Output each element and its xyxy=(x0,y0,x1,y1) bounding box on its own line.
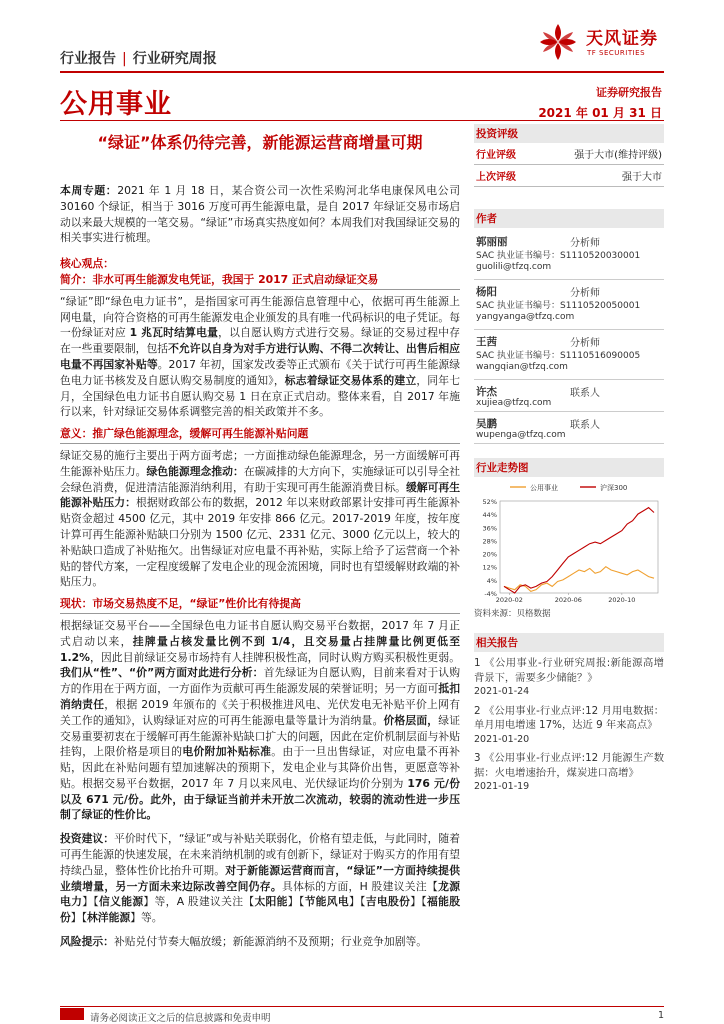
header-separator: | xyxy=(122,51,127,67)
page-number: 1 xyxy=(657,1010,664,1021)
author-name: 王茜 xyxy=(476,336,497,348)
core-title: 核心观点： xyxy=(60,257,114,271)
risk-paragraph xyxy=(60,934,460,950)
s2-text-b: 绿色能源理念推动： xyxy=(146,464,244,478)
related-header: 相关报告 xyxy=(474,633,664,652)
x-tick-label: 2020-02 xyxy=(495,596,523,604)
report-headline: “绿证”体系仍待完善，新能源运营商增量可期 xyxy=(97,133,423,152)
section2-title: 意义：推广绿色能源理念，缓解可再生能源补贴问题 xyxy=(60,426,460,444)
s1-text-g: ，同年七月，全国绿色电力证书自愿认购交易 1 日在京正式启动。整体来看，自 2017 年施行以来，针对绿证交易体系调整完善的相关政策并不多。 xyxy=(60,373,460,419)
trend-header: 行业走势图 xyxy=(474,458,664,477)
invest-text-m: 】【 xyxy=(410,895,428,909)
intro-paragraph xyxy=(60,183,460,246)
contact-email[interactable]: xujiea@tfzq.com xyxy=(476,398,552,408)
intro-text: 2021 年 1 月 18 日，某合资公司一次性采购河北华电康保风电公司 30160 个绿证，相当于 3016 万度可再生能源电量，是自 2017 年绿证交易市场启动以来最大规模的一笔交易。“绿证”市场真实热度如何？本周我们对我国绿证交易的相关事实进行梳理。 xyxy=(60,184,460,245)
y-tick-label: -4% xyxy=(484,590,497,598)
related-report-title[interactable]: 1 《公用事业-行业研究周报:新能源高增背景下，需要多少储能？》 xyxy=(474,657,664,684)
s3-text-g: ，根据 2019 年颁布的《关于积极推进风电、光伏发电无补贴平价上网有关工作的通知》，认购绿证对应的可再生能源电量等量计为消纳量。 xyxy=(60,697,461,727)
s2-text-d: 缓解可再生能源补贴压力： xyxy=(60,480,461,510)
invest-text-e: 】【 xyxy=(82,895,100,909)
rating-key: 行业评级 xyxy=(476,150,516,161)
s3-text-k: 。由于一旦出售绿证，对应电量不再补贴，因此在补贴问题有望加速解决的预期下，发电企业与其降价出售，更愿意等补贴。根据交易平台数据，2017 年 7 月以来风电、光伏绿证均价分别为 xyxy=(60,745,461,790)
s1-text-d: 不允许以自身为对手方进行认购、不得二次转让、出售后相应电量不再国家补贴等 xyxy=(60,342,461,371)
intro-label: 本周专题： xyxy=(60,184,118,197)
trend-chart-svg xyxy=(474,477,664,605)
s1-text-b: 1 兆瓦时结算电量 xyxy=(129,326,219,340)
footer-rule xyxy=(60,1006,664,1007)
y-tick-label: 20% xyxy=(482,550,497,559)
s3-text-f: 抵扣消纳责任 xyxy=(60,682,460,711)
s1-text-c: ，以自愿认购方式进行交易。绿证的交易过程中存在一些重要限制，包括 xyxy=(60,326,460,356)
stock-longyuan: 龙源电力 xyxy=(60,879,461,909)
stock-funeng: 福能股份 xyxy=(60,895,461,925)
section2-paragraph xyxy=(60,448,460,590)
author-email[interactable]: yangyanga@tfzq.com xyxy=(476,312,575,322)
related-report-title[interactable]: 3 《公用事业-行业点评:12 月能源生产数据：火电增速抬升，煤炭进口高增》 xyxy=(474,752,664,779)
author-list xyxy=(474,230,664,444)
logo-cn-text: 天风证券 xyxy=(586,29,658,49)
author-sac: SAC 执业证书编号：S1110520030001 xyxy=(476,251,641,261)
invest-text-i: 】【 xyxy=(287,895,305,909)
rating-value: 强于大市(维持评级) xyxy=(574,150,662,161)
invest-text-c: 具体标的方面，H 股建议关注【 xyxy=(281,879,439,893)
s2-text-a: 绿证交易的施行主要出于两方面考虑；一方面推动绿色能源理念，另一方面缓解可再生能源补贴压力。 xyxy=(60,448,460,478)
y-tick-label: 4% xyxy=(486,576,497,585)
header-rule xyxy=(60,71,664,73)
legend-label: 沪深300 xyxy=(600,484,628,492)
s2-text-c: 在碳减排的大方向下，实施绿证可以引导全社会绿色消费，促进清洁能源消纳利用，有助于实现可再生能源消费目标。 xyxy=(60,464,461,494)
section1-title: 简介：非水可再生能源发电凭证，我国于 2017 正式启动绿证交易 xyxy=(60,272,460,290)
header-rule-2 xyxy=(60,120,664,121)
author-email[interactable]: guolili@tfzq.com xyxy=(476,262,552,272)
author-sac: SAC 执业证书编号：S1110516090005 xyxy=(476,351,641,361)
author-role: 分析师 xyxy=(570,338,600,349)
invest-paragraph xyxy=(60,831,460,926)
s3-text-a: 根据绿证交易平台——全国绿色电力证书自愿认购交易平台数据，2017 年 7 月正式启动以来， xyxy=(60,618,460,648)
s2-text-e: 根据财政部公布的数据，2012 年以来财政部累计安排可再生能源补贴资金超过 4500 亿元，其中 2019 年安排 866 亿元。2017-2019 年度，按年度计算可再生能源补贴缺口分别为 1500 亿元、2331 亿元、3000 亿元以上，较大的补贴缺口造成了补贴拖欠。出售绿证对应电量不再补贴，实际上给予了运营商一个补贴的替代方案，一定程度缓解了发电企业的现金流困境，同时也有望缓解财政端的补贴压力。 xyxy=(60,496,460,589)
author-item xyxy=(474,330,664,380)
author-header: 作者 xyxy=(474,209,664,228)
section3-title: 现状：市场交易热度不足，“绿证”性价比有待提高 xyxy=(60,596,460,614)
related-report-title[interactable]: 2 《公用事业-行业点评:12 月用电数据：单月用电增速 17%，达近 9 年来高点》 xyxy=(474,704,664,731)
contact-role: 联系人 xyxy=(570,420,600,431)
contact-name: 吴鹏 xyxy=(476,418,497,430)
s1-text-a: “绿证”即“绿色电力证书”，是指国家可再生能源信息管理中心，依据可再生能源上网电量，向符合资格的可再生能源发电企业颁发的具有唯一代码标识的电子凭证。每一份绿证对应 xyxy=(60,294,460,340)
stock-taiyangneng: 太阳能 xyxy=(254,895,288,909)
s3-text-i: 绿证交易重要初衷在于缓解可再生能源补贴缺口扩大的问题，因此在定价机制层面与补贴挂钩，上限价格是项目的 xyxy=(60,713,461,759)
prev-rating-key: 上次评级 xyxy=(476,172,516,183)
author-item xyxy=(474,280,664,330)
risk-label: 风险提示： xyxy=(60,935,114,949)
tf-logo-icon xyxy=(536,20,580,64)
contact-role: 联系人 xyxy=(570,388,600,399)
author-email[interactable]: wangqian@tfzq.com xyxy=(476,362,568,372)
author-role: 分析师 xyxy=(570,288,600,299)
y-tick-label: 36% xyxy=(482,524,497,533)
invest-text-o: 】【 xyxy=(70,911,87,925)
legend-label: 公用事业 xyxy=(530,484,558,492)
stock-jidian: 吉电股份 xyxy=(365,895,411,909)
invest-label: 投资建议： xyxy=(60,832,115,846)
y-tick-label: 12% xyxy=(482,563,497,572)
industry-title: 公用事业 xyxy=(60,89,172,120)
main-column xyxy=(60,183,460,950)
s1-text-e: 。2017 年初，国家发改委等正式颁布《关于试行可再生能源绿色电力证书核发及自愿认购交易制度的通知》， xyxy=(60,357,460,387)
invest-text-k: 】【 xyxy=(348,895,366,909)
company-logo xyxy=(536,20,666,70)
s3-text-b: 挂牌量占核发量比例不到 1/4，且交易量占挂牌量比例更低至 1.2% xyxy=(60,634,460,664)
related-report[interactable] xyxy=(474,751,664,795)
series-line xyxy=(504,508,654,593)
s3-text-h: 价格层面， xyxy=(383,713,439,727)
author-name: 杨阳 xyxy=(476,286,497,298)
chart-frame xyxy=(500,501,658,593)
trend-chart xyxy=(474,477,664,605)
s3-text-j: 电价附加补贴标准 xyxy=(182,745,272,759)
related-report-date: 2021-01-19 xyxy=(474,781,530,792)
contact-item xyxy=(474,380,664,412)
s1-text-f: 标志着绿证交易体系的建立 xyxy=(284,373,417,387)
footer-accent xyxy=(60,1008,84,1020)
author-role: 分析师 xyxy=(570,238,600,249)
related-report[interactable] xyxy=(474,656,664,700)
rating-header: 投资评级 xyxy=(474,124,664,143)
contact-email[interactable]: wupenga@tfzq.com xyxy=(476,430,566,440)
s3-text-d: 我们从“性”、“价”两方面对此进行分析： xyxy=(60,666,264,680)
author-name: 郭丽丽 xyxy=(476,236,508,248)
y-tick-label: 28% xyxy=(482,537,497,546)
invest-text-g: 】等，A 股建议关注【 xyxy=(143,895,255,909)
s3-text-l: 176 元/份以及 671 元/份。此外，由于绿证当前并未开放二次流动，较弱的流动性进一步压制了绿证的性价比。 xyxy=(60,776,460,822)
report-category xyxy=(60,48,217,68)
author-item xyxy=(474,230,664,280)
report-sub: 行业研究周报 xyxy=(132,51,217,67)
stock-linyang: 林洋能源 xyxy=(87,911,131,925)
related-report-date: 2021-01-20 xyxy=(474,733,530,745)
risk-text: 补贴兑付节奏大幅放缓；新能源消纳不及预期；行业竞争加剧等。 xyxy=(113,935,428,949)
report-type: 证券研究报告 xyxy=(596,86,662,99)
invest-text-a: 平价时代下，“绿证”或与补贴关联弱化，价格有望走低，与此同时，随着可再生能源的快速发展，在未来消纳机制的或有创新下，绿证对于购买方的作用有望持续凸显，整体性价比抬升可期。 xyxy=(60,832,461,877)
series-line xyxy=(504,567,654,592)
logo-en-text: TF SECURITIES xyxy=(587,49,646,57)
x-tick-label: 2020-10 xyxy=(608,596,636,604)
prev-rating-value: 强于大市 xyxy=(622,172,662,183)
y-tick-label: 44% xyxy=(482,511,497,520)
section1-paragraph xyxy=(60,294,460,420)
footer-disclaimer: 请务必阅读正文之后的信息披露和免责申明 xyxy=(90,1013,271,1024)
report-date: 2021 年 01 月 31 日 xyxy=(538,106,662,120)
related-report[interactable] xyxy=(474,704,664,748)
s3-text-c: ，因此目前绿证交易市场持有人挂牌积极性高，同时认购方购买积极性更弱。 xyxy=(89,650,460,664)
invest-text-q: 】等。 xyxy=(130,911,163,925)
y-tick-label: 52% xyxy=(482,498,497,506)
report-kind: 行业报告 xyxy=(60,51,116,67)
section3-paragraph xyxy=(60,618,460,823)
stock-jieneng: 节能风电 xyxy=(304,895,349,909)
x-tick-label: 2020-06 xyxy=(554,596,582,604)
contact-item xyxy=(474,412,664,444)
side-column xyxy=(474,124,664,795)
prev-rating-row xyxy=(474,165,664,187)
s3-text-e: 首先绿证为自愿认购，目前来看对于认购方的作用在于两方面，一方面作为贡献可再生能源发展的荣誉证明；另一方面可 xyxy=(60,666,460,696)
author-sac: SAC 执业证书编号：S1110520050001 xyxy=(476,301,641,311)
stock-xinyi: 信义能源 xyxy=(99,895,144,909)
related-report-date: 2021-01-24 xyxy=(474,686,530,697)
contact-name: 许杰 xyxy=(476,386,497,398)
invest-text-b: 对于新能源运营商而言，“绿证”一方面持续提供业绩增量，另一方面未来边际改善空间仍存。 xyxy=(60,863,460,893)
rating-row xyxy=(474,143,664,165)
chart-source: 资料来源：贝格数据 xyxy=(474,609,551,619)
